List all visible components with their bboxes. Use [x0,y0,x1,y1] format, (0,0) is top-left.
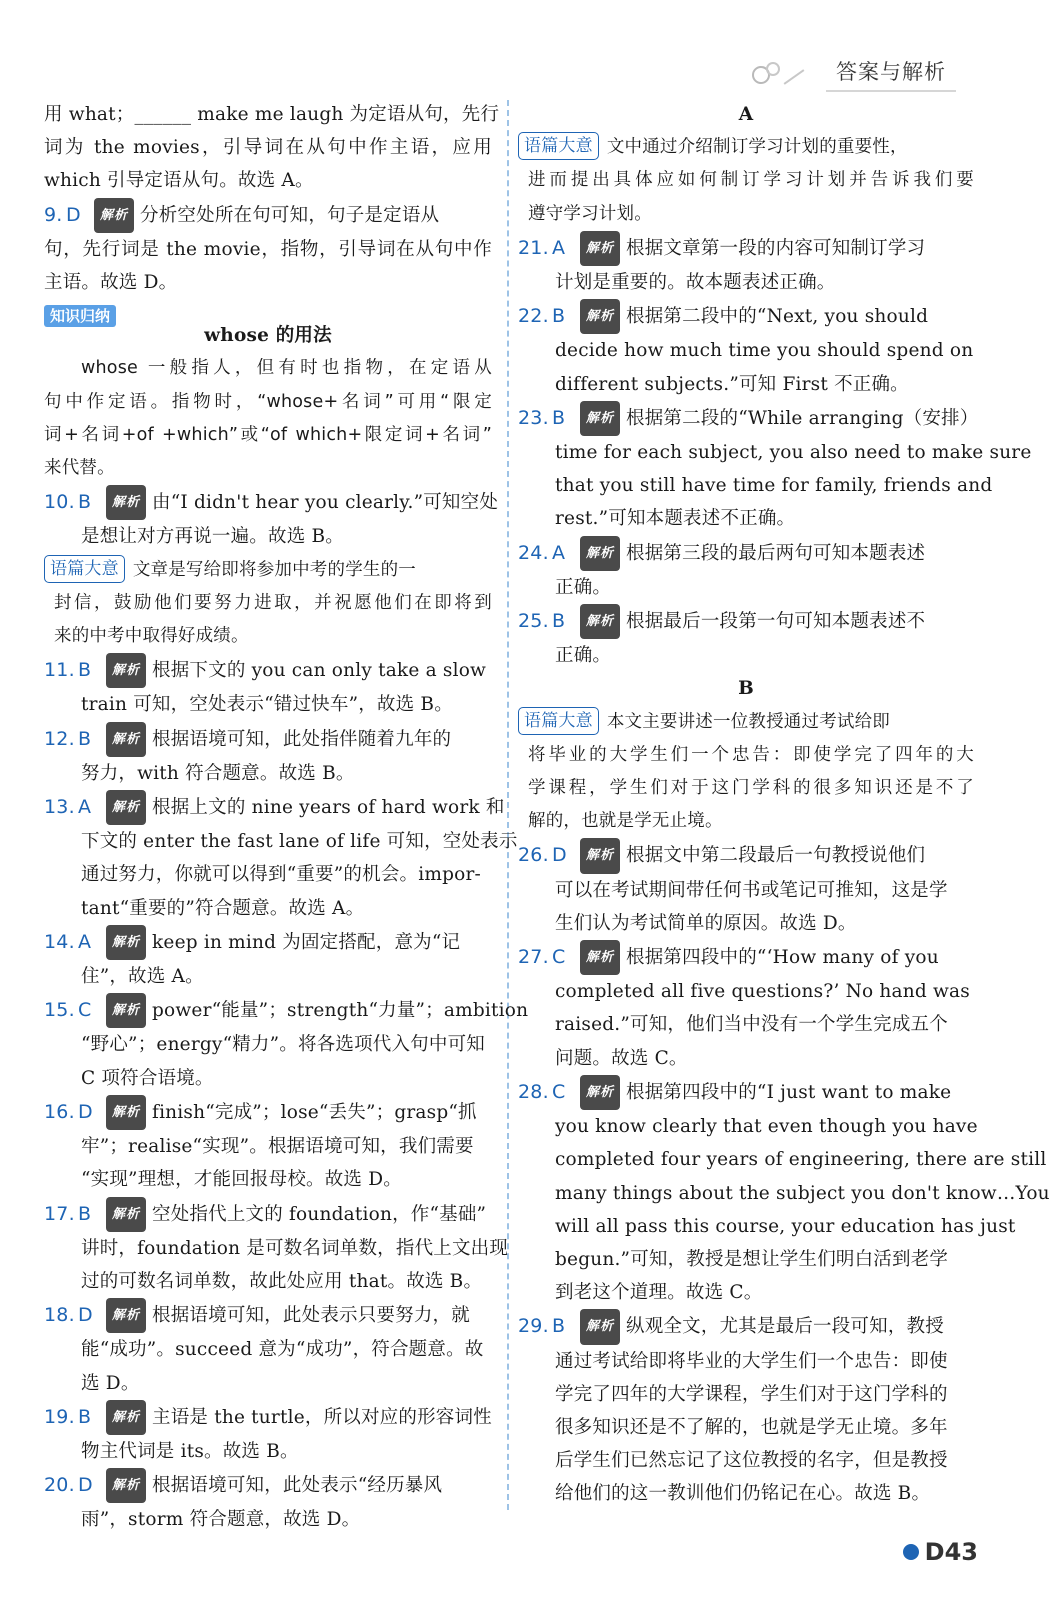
analysis-text: tant“重要的”符合题意。故选 A。 [81,897,365,919]
analysis-tag: 解析 [580,536,620,571]
header-decoration-icon [752,60,812,88]
analysis-text: 通过考试给即将毕业的大学生们一个忠告：即使 [555,1350,948,1372]
analysis-text: 能“成功”。succeed 意为“成功”，符合题意。故 [81,1339,484,1361]
answer-item-13 [44,790,505,825]
analysis-tag: 解析 [106,653,146,688]
analysis-text: 根据文章第一段的内容可知制订学习 [626,237,926,259]
answer-letter: A [78,930,92,953]
analysis-text: 住”，故选 A。 [81,966,204,988]
question-number: 27. [518,946,549,969]
answer-item-21 [518,231,974,266]
answer-letter: D [78,1474,93,1497]
question-number: 25. [518,610,549,633]
analysis-text: 到老这个道理。故选 C。 [555,1282,763,1304]
answer-letter: B [78,727,92,750]
analysis-text: 根据下文的 you can only take a slow [152,660,487,682]
answer-letter: B [552,305,566,328]
question-number: 22. [518,305,549,328]
answer-item-29 [518,1309,974,1344]
analysis-text: 可以在考试期间带任何书或笔记可推知，这是学 [555,879,948,901]
analysis-text: 句，先行词是 the movie，指物，引导词在从句中作 [44,238,492,260]
answer-letter: B [552,406,566,429]
analysis-text: 给他们的这一教训他们仍铭记在心。故选 B。 [555,1483,931,1505]
answer-letter: A [552,541,566,564]
question-number: 15. [44,999,75,1022]
analysis-text: many things about the subject you don't know…You [555,1182,1050,1204]
knowledge-text: whose 一般指人，但有时也指物，在定语从 [81,358,492,379]
answer-letter: C [552,1080,566,1103]
knowledge-title: whose 的用法 [204,325,332,347]
question-number: 16. [44,1100,75,1123]
answer-item-17 [44,1197,492,1232]
analysis-text: that you still have time for family, friends and [555,475,993,497]
answer-letter: B [78,659,92,682]
analysis-text: different subjects.”可知 First 不正确。 [555,373,909,395]
answer-letter: A [552,236,566,259]
passage-summary [44,554,492,587]
analysis-text: 空处指代上文的 foundation，作“基础” [152,1203,487,1225]
summary-text: 遵守学习计划。 [528,203,652,224]
summary-text: 封信，鼓励他们要努力进取，并祝愿他们在即将到 [54,592,492,613]
answer-letter: D [78,1304,93,1327]
analysis-text: 分析空处所在句可知，句子是定语从 [140,204,440,226]
question-number: 29. [518,1315,549,1338]
analysis-text: power“能量”；strength“力量”；ambition [152,1000,529,1022]
analysis-text: decide how much time you should spend on [555,340,974,362]
answer-letter: B [78,1202,92,1225]
question-number: 19. [44,1405,75,1428]
analysis-text: 由“I didn't hear you clearly.”可知空处 [152,492,499,514]
summary-text: 文章是写给即将参加中考的学生的一 [132,559,417,580]
answer-item-25 [518,604,974,639]
knowledge-box [44,299,492,485]
summary-text: 进而提出具体应如何制订学习计划并告诉我们要 [528,170,974,191]
question-number: 10. [44,491,75,514]
summary-tag: 语篇大意 [518,707,599,735]
question-number: 9. [44,203,63,226]
analysis-text: 过的可数名词单数，故此处应用 that。故选 B。 [81,1270,483,1292]
question-number: 26. [518,844,549,867]
analysis-text: 选 D。 [81,1372,140,1394]
analysis-tag: 解析 [580,231,620,266]
analysis-tag: 解析 [580,604,620,639]
answer-letter: C [78,999,92,1022]
analysis-text: 通过努力，你就可以得到“重要”的机会。impor- [81,864,481,886]
summary-text: 学课程，学生们对于这门学科的很多知识还是不了 [528,778,974,799]
summary-text: 将毕业的大学生们一个忠告：即使学完了四年的大 [528,744,974,765]
analysis-text: 纵观全文，尤其是最后一段可知，教授 [626,1316,944,1338]
analysis-tag: 解析 [106,1095,146,1130]
analysis-tag: 解析 [580,1309,620,1344]
analysis-text: “实现”理想，才能回报母校。故选 D。 [81,1169,402,1191]
answer-item-24 [518,536,974,571]
analysis-tag: 解析 [580,1075,620,1110]
analysis-tag: 解析 [106,925,146,960]
answer-item-18 [44,1298,492,1333]
knowledge-text: 词+名词+of +which”或“of which+限定词+名词” [44,424,492,445]
analysis-text: 根据语境可知，此处表示只要努力，就 [152,1305,470,1327]
analysis-tag: 解析 [580,940,620,975]
question-number: 21. [518,236,549,259]
analysis-text: 主语是 the turtle，所以对应的形容词性 [152,1406,492,1428]
passage-summary-a [518,131,974,164]
analysis-tag: 解析 [106,1468,146,1503]
answer-item-9 [44,198,492,233]
question-number: 12. [44,727,75,750]
question-number: 24. [518,541,549,564]
answer-letter: C [552,946,566,969]
text-line: 词为 the movies，引导词在从句中作主语，应用 [44,137,492,159]
analysis-tag: 解析 [580,299,620,334]
analysis-text: 讲时，foundation 是可数名词单数，指代上文出现 [81,1237,509,1259]
analysis-text: 生们认为考试简单的原因。故选 D。 [555,912,857,934]
question-number: 13. [44,796,75,819]
analysis-text: C 项符合语境。 [81,1067,214,1089]
passage-summary-b [518,706,974,739]
analysis-text: 根据文中第二段最后一句教授说他们 [626,845,926,867]
header-title: 答案与解析 [826,56,956,92]
analysis-text: 根据语境可知，此处指伴随着九年的 [152,728,452,750]
answer-letter: B [552,610,566,633]
summary-text: 来的中考中取得好成绩。 [54,626,249,647]
question-number: 11. [44,659,75,682]
column-divider [507,100,509,1510]
page-dot-icon [903,1544,919,1560]
answer-item-27 [518,940,974,975]
answer-item-11 [44,653,492,688]
answer-item-14 [44,925,492,960]
answer-item-23 [518,401,979,436]
section-heading-a: A [738,104,754,125]
analysis-text: 正确。 [555,576,612,598]
analysis-tag: 解析 [106,993,146,1028]
question-number: 23. [518,406,549,429]
analysis-text: 正确。 [555,645,612,667]
analysis-text: time for each subject, you also need to make sure [555,442,1032,464]
analysis-text: 主语。故选 D。 [44,272,178,294]
answer-letter: D [78,1100,93,1123]
analysis-text: 后学生们已然忘记了这位教授的名字，但是教授 [555,1450,948,1472]
analysis-tag: 解析 [580,401,620,436]
answer-item-26 [518,838,974,873]
answer-item-12 [44,722,492,757]
analysis-text: 学完了四年的大学课程，学生们对于这门学科的 [555,1383,948,1405]
summary-text: 文中通过介绍制订学习计划的重要性， [606,137,908,158]
analysis-text: will all pass this course, your education has just [555,1215,1016,1237]
answer-item-16 [44,1095,492,1130]
analysis-text: you know clearly that even though you have [555,1116,978,1138]
analysis-text: begun.”可知，教授是想让学生们明白活到老学 [555,1248,949,1270]
summary-tag: 语篇大意 [44,555,125,583]
question-number: 14. [44,930,75,953]
text-line: which 引导定语从句。故选 A。 [44,170,314,192]
analysis-tag: 解析 [580,838,620,873]
analysis-text: 努力，with 符合题意。故选 B。 [81,762,355,784]
analysis-text: completed four years of engineering, there are still [555,1149,1047,1171]
text-line: 用 what；______ make me laugh 为定语从句，先行 [44,104,500,125]
analysis-text: 很多知识还是不了解的，也就是学无止境。多年 [555,1416,948,1438]
analysis-text: train 可知，空处表示“错过快车”，故选 B。 [81,694,453,716]
summary-text: 解的，也就是学无止境。 [528,811,723,832]
analysis-text: 根据上文的 nine years of hard work 和 [152,797,505,819]
answer-item-22 [518,299,974,334]
analysis-tag: 解析 [94,198,134,233]
answer-item-20 [44,1468,492,1503]
analysis-text: raised.”可知，他们当中没有一个学生完成五个 [555,1014,948,1036]
question-number: 18. [44,1304,75,1327]
analysis-text: 根据第四段中的“‘How many of you [626,947,939,969]
page-number-text: D43 [924,1538,978,1566]
answer-item-28 [518,1075,974,1110]
page-number [903,1538,978,1566]
summary-text: 本文主要讲述一位教授通过考试给即 [606,711,891,732]
section-heading-b: B [738,678,754,700]
answer-letter: A [78,796,92,819]
analysis-tag: 解析 [106,485,146,520]
analysis-text: keep in mind 为固定搭配，意为“记 [152,931,461,953]
analysis-text: rest.”可知本题表述不正确。 [555,508,796,530]
analysis-text: 计划是重要的。故本题表述正确。 [555,272,836,294]
knowledge-text: 来代替。 [44,458,115,479]
answer-item-19 [44,1400,492,1435]
analysis-text: 牢”；realise“实现”。根据语境可知，我们需要 [81,1136,474,1158]
analysis-text: 根据语境可知，此处表示“经历暴风 [152,1475,443,1497]
question-number: 17. [44,1202,75,1225]
analysis-text: 物主代词是 its。故选 B。 [81,1440,299,1462]
right-column [518,98,1050,1511]
knowledge-text: 句中作定语。指物时，“whose+名词”可用“限定 [44,391,492,412]
answer-letter: D [552,844,567,867]
analysis-tag: 解析 [106,722,146,757]
analysis-text: finish“完成”；lose“丢失”；grasp“抓 [152,1101,477,1123]
answer-letter: B [78,1405,92,1428]
analysis-text: 根据第二段中的“Next, you should [626,306,929,328]
analysis-tag: 解析 [106,1197,146,1232]
question-number: 28. [518,1080,549,1103]
analysis-tag: 解析 [106,1400,146,1435]
analysis-text: 根据第二段的“While arranging（安排） [626,407,979,429]
analysis-text: 是想让对方再说一遍。故选 B。 [81,526,344,548]
analysis-tag: 解析 [106,790,146,825]
analysis-text: 根据最后一段第一句可知本题表述不 [626,611,926,633]
analysis-text: 雨”，storm 符合题意，故选 D。 [81,1509,361,1531]
analysis-text: 问题。故选 C。 [555,1047,688,1069]
analysis-text: 根据第三段的最后两句可知本题表述 [626,542,926,564]
summary-tag: 语篇大意 [518,132,599,160]
question-number: 20. [44,1474,75,1497]
answer-letter: D [66,203,81,226]
analysis-tag: 解析 [106,1298,146,1333]
page-header [752,56,956,92]
analysis-text: completed all five questions?’ No hand was [555,981,970,1003]
answer-item-10 [44,485,499,520]
answer-item-15 [44,993,529,1028]
analysis-text: 下文的 enter the fast lane of life 可知，空处表示 [81,831,518,853]
left-column [44,98,529,1537]
answer-letter: B [552,1315,566,1338]
analysis-text: 根据第四段中的“I just want to make [626,1081,952,1103]
knowledge-tag: 知识归纳 [44,305,116,327]
analysis-text: “野心”；energy“精力”。将各选项代入句中可知 [81,1034,485,1056]
answer-letter: B [78,491,92,514]
